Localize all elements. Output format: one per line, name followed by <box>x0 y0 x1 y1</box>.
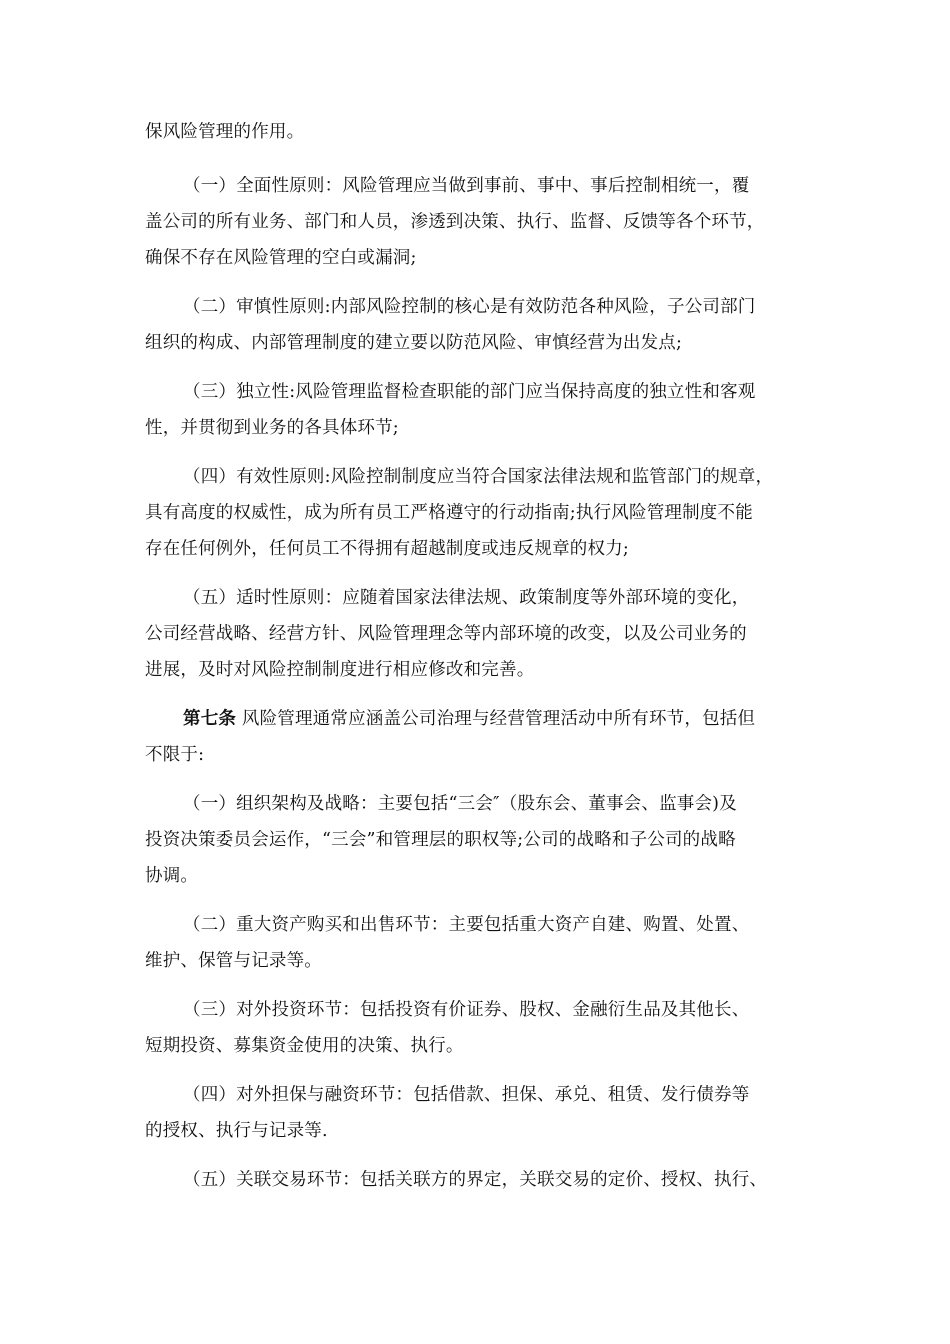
paragraph-line: 性，并贯彻到业务的各具体环节; <box>145 418 399 438</box>
paragraph-line: （四）对外担保与融资环节：包括借款、担保、承兑、租赁、发行债券等 <box>183 1085 750 1105</box>
paragraph-line: 公司经营战略、经营方针、风险管理理念等内部环境的改变，以及公司业务的 <box>145 624 747 644</box>
paragraph-line: （三）独立性:风险管理监督检查职能的部门应当保持高度的独立性和客观 <box>183 382 756 402</box>
article-line <box>183 707 755 731</box>
paragraph-line: （二）审慎性原则:内部风险控制的核心是有效防范各种风险，子公司部门 <box>183 297 756 317</box>
paragraph-line: 维护、保管与记录等。 <box>145 951 322 971</box>
paragraph-line: 进展，及时对风险控制制度进行相应修改和完善。 <box>145 660 535 680</box>
article-heading: 第七条 <box>183 709 237 729</box>
paragraph-line: （一）全面性原则：风险管理应当做到事前、事中、事后控制相统一，覆 <box>183 176 750 196</box>
paragraph-line: 盖公司的所有业务、部门和人员，渗透到决策、执行、监督、反馈等各个环节， <box>145 212 765 232</box>
paragraph-line: 组织的构成、内部管理制度的建立要以防范风险、审慎经营为出发点; <box>145 333 683 353</box>
paragraph-line: 不限于: <box>145 745 205 765</box>
paragraph-line: 的授权、执行与记录等. <box>145 1121 328 1141</box>
paragraph-line: 保风险管理的作用。 <box>145 122 305 142</box>
paragraph-line: 协调。 <box>145 866 199 886</box>
paragraph-line: （五）关联交易环节：包括关联方的界定，关联交易的定价、授权、执行、 <box>183 1170 768 1190</box>
paragraph-line: 短期投资、募集资金使用的决策、执行。 <box>145 1036 464 1056</box>
paragraph-line: 存在任何例外，任何员工不得拥有超越制度或违反规章的权力; <box>145 539 629 559</box>
article-text: 风险管理通常应涵盖公司治理与经营管理活动中所有环节，包括但 <box>241 709 756 729</box>
paragraph-line: 确保不存在风险管理的空白或漏洞; <box>145 248 417 268</box>
paragraph-line: （一）组织架构及战略：主要包括“三会″（股东会、董事会、监事会)及 <box>183 794 737 814</box>
paragraph-line: （二）重大资产购买和出售环节：主要包括重大资产自建、购置、处置、 <box>183 915 750 935</box>
paragraph-line: 投资决策委员会运作，“三会”和管理层的职权等;公司的战略和子公司的战略 <box>145 830 736 850</box>
paragraph-line: （四）有效性原则:风险控制制度应当符合国家法律法规和监管部门的规章， <box>183 467 774 487</box>
paragraph-line: 具有高度的权威性，成为所有员工严格遵守的行动指南;执行风险管理制度不能 <box>145 503 753 523</box>
paragraph-line: （三）对外投资环节：包括投资有价证券、股权、金融衍生品及其他长、 <box>183 1000 750 1020</box>
paragraph-line: （五）适时性原则：应随着国家法律法规、政策制度等外部环境的变化， <box>183 588 750 608</box>
